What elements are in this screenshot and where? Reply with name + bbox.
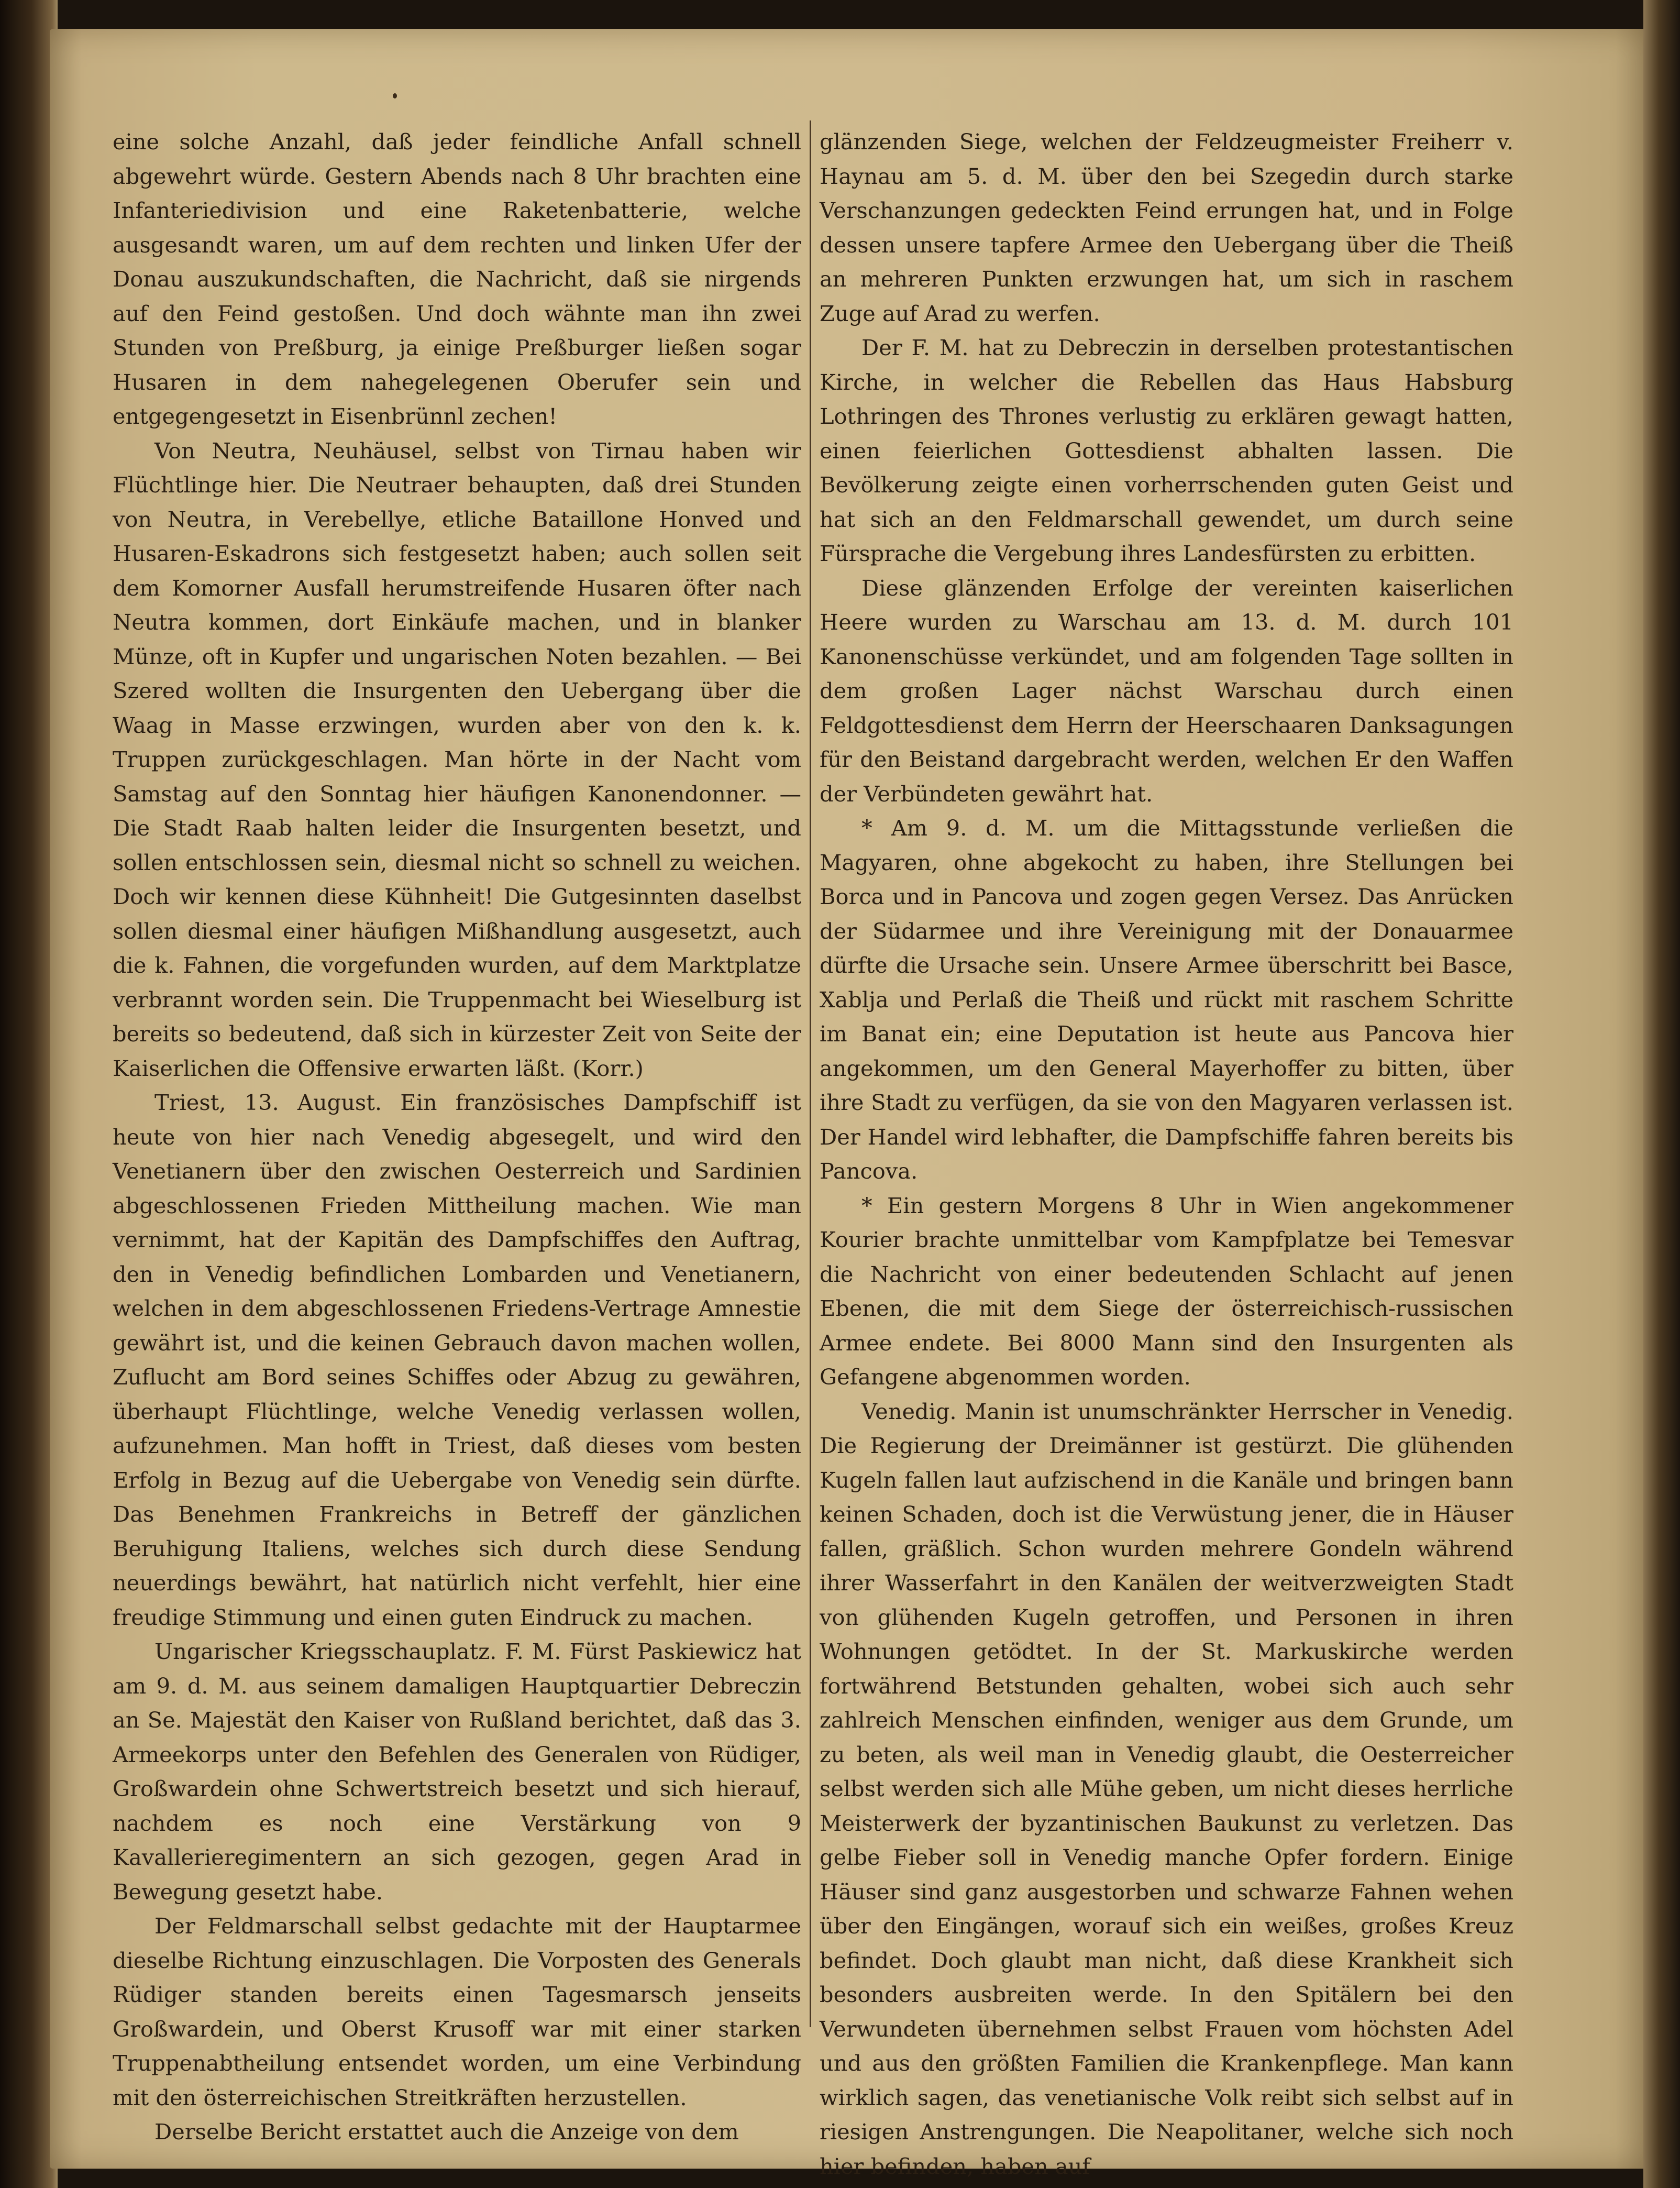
right-paragraph-4: * Am 9. d. M. um die Mittagsstunde verließen die Magyaren, ohne abgekocht zu haben, ihre Stellungen bei Borca und in Pancova und zogen gegen Versez. Das Anrücken der Südarmee und ihre Vereinigung mit der Donauarmee dürfte die Ursache sein. Unsere Armee überschritt bei Basce, Xablja und Perlaß die Theiß und rückt mit raschem Schritte im Banat ein; eine Deputation ist heute aus Pancova hier angekommen, um den General Mayerhoffer zu bitten, über ihre Stadt zu verfügen, da sie von den Magyaren verlassen ist. Der Handel wird lebhafter, die Dampfschiffe fahren bereits bis Pancova. — [820, 815, 1513, 1184]
right-paragraph-venedig: Venedig. Manin ist unumschränkter Herrscher in Venedig. Die Regierung der Dreimänner ist gestürzt. Die glühenden Kugeln fallen laut aufzischend in die Kanäle und bringen bann keinen Schaden, doch ist die Verwüstung jener, die in Häuser fallen, gräßlich. Schon wurden mehrere Gondeln während ihrer Wasserfahrt in den Kanälen der weitverzweigten Stadt von glühenden Kugeln getroffen, und Personen in ihren Wohnungen getödtet. In der St. Markuskirche werden fortwährend Betstunden gehalten, wobei sich auch sehr zahlreich Menschen einfinden, weniger aus dem Grunde, um zu beten, als weil man in Venedig glaubt, die Oesterreicher selbst werden sich alle Mühe geben, um nicht dieses herrliche Meisterwerk der byzantinischen Baukunst zu verletzen. Das gelbe Fieber soll in Venedig manche Opfer fordern. Einige Häuser sind ganz ausgestorben und schwarze Fahnen wehen über den Eingängen, worauf sich ein weißes, großes Kreuz befindet. Doch glaubt man nicht, daß diese Krankheit sich besonders ausbreiten werde. In den Spitälern bei den Verwundeten übernehmen selbst Frauen vom höchsten Adel und aus den größten Familien die Krankenpflege. Man kann wirklich sagen, das venetianische Volk reibt sich selbst auf in riesigen Anstrengungen. Die Neapolitaner, welche sich noch hier befinden, haben auf — [820, 1398, 1513, 2179]
left-paragraph-5: Der Feldmarschall selbst gedachte mit der Hauptarmee dieselbe Richtung einzuschlagen. Die Vorposten des Generals Rüdiger standen bereits einen Tagesmarsch jenseits Großwardein, und Oberst Krusoff war mit einer starken Truppenabtheilung entsendet worden, um eine Verbindung mit den österreichischen Streitkräften herzustellen. — [113, 1913, 801, 2110]
right-column — [820, 125, 1513, 2183]
left-paragraph-6: Derselbe Bericht erstattet auch die Anzeige von dem — [154, 2119, 739, 2145]
page-edge — [1643, 0, 1680, 2188]
left-paragraph-1: eine solche Anzahl, daß jeder feindliche Anfall schnell abgewehrt würde. Gestern Abends nach 8 Uhr brachten eine Infanteriedivision und eine Raketenbatterie, welche ausgesandt waren, um auf dem rechten und linken Ufer der Donau auszukundschaften, die Nachricht, daß sie nirgends auf den Feind gestoßen. Und doch wähnte man ihn zwei Stunden von Preßburg, ja einige Preßburger ließen sogar Husaren in dem nahegelegenen Oberufer sein und entgegengesetzt in Eisenbrünnl zechen! — [113, 129, 801, 429]
column-divider — [810, 120, 811, 2027]
right-paragraph-1: glänzenden Siege, welchen der Feldzeugmeister Freiherr v. Haynau am 5. d. M. über den bei Szegedin durch starke Verschanzungen gedeckten Feind errungen hat, und in Folge dessen unsere tapfere Armee den Uebergang über die Theiß an mehreren Punkten erzwungen hat, um sich in raschem Zuge auf Arad zu werfen. — [820, 129, 1513, 326]
right-paragraph-3: Diese glänzenden Erfolge der vereinten kaiserlichen Heere wurden zu Warschau am 13. d. M. durch 101 Kanonenschüsse verkündet, und am folgenden Tage sollten in dem großen Lager nächst Warschau durch einen Feldgottesdienst dem Herrn der Heerschaaren Danksagungen für den Beistand dargebracht werden, welchen Er den Waffen der Verbündeten gewährt hat. — [820, 575, 1513, 807]
right-paragraph-5: * Ein gestern Morgens 8 Uhr in Wien angekommener Kourier brachte unmittelbar vom Kampfplatze bei Temesvar die Nachricht von einer bedeutenden Schlacht auf jenen Ebenen, die mit dem Siege der österreichisch-russischen Armee endete. Bei 8000 Mann sind den Insurgenten als Gefangene abgenommen worden. — [820, 1192, 1513, 1390]
ink-speck — [393, 93, 397, 98]
book-spine — [0, 0, 58, 2188]
left-paragraph-2: Von Neutra, Neuhäusel, selbst von Tirnau haben wir Flüchtlinge hier. Die Neutraer behaupten, daß drei Stunden von Neutra, in Verebellye, etliche Bataillone Honved und Husaren-Eskadrons sich festgesetzt haben; auch sollen seit dem Komorner Ausfall herumstreifende Husaren öfter nach Neutra kommen, dort Einkäufe machen, und in blanker Münze, oft in Kupfer und ungarischen Noten bezahlen. — Bei Szered wollten die Insurgenten den Uebergang über die Waag in Masse erzwingen, wurden aber von den k. k. Truppen zurückgeschlagen. Man hörte in der Nacht vom Samstag auf den Sonntag hier häufigen Kanonendonner. — Die Stadt Raab halten leider die Insurgenten besetzt, und sollen entschlossen sein, diesmal nicht so schnell zu weichen. Doch wir kennen diese Kühnheit! Die Gutgesinnten daselbst sollen diesmal einer häufigen Mißhandlung ausgesetzt, auch die k. Fahnen, die vorgefunden wurden, auf dem Marktplatze verbrannt worden sein. Die Truppenmacht bei Wieselburg ist bereits so bedeutend, daß sich in kürzester Zeit von Seite der Kaiserlichen die Offensive erwarten läßt. (Korr.) — [113, 437, 801, 1081]
right-paragraph-2: Der F. M. hat zu Debreczin in derselben protestantischen Kirche, in welcher die Rebellen das Haus Habsburg Lothringen des Thrones verlustig zu erklären gewagt hatten, einen feierlichen Gottesdienst abhalten lassen. Die Bevölkerung zeigte einen vorherrschenden guten Geist und hat sich an den Feldmarschall gewendet, um durch seine Fürsprache die Vergebung ihres Landesfürsten zu erbitten. — [820, 335, 1513, 566]
left-paragraph-kriegsschauplatz: Ungarischer Kriegsschauplatz. F. M. Fürst Paskiewicz hat am 9. d. M. aus seinem damaligen Hauptquartier Debreczin an Se. Majestät den Kaiser von Rußland berichtet, daß das 3. Armeekorps unter den Befehlen des Generalen von Rüdiger, Großwardein ohne Schwertstreich besetzt und sich hierauf, nachdem es noch eine Verstärkung von 9 Kavallerieregimentern an sich gezogen, gegen Arad in Bewegung gesetzt habe. — [113, 1639, 801, 1905]
left-paragraph-triest: Triest, 13. August. Ein französisches Dampfschiff ist heute von hier nach Venedig abgesegelt, und wird den Venetianern über den zwischen Oesterreich und Sardinien abgeschlossenen Frieden Mittheilung machen. Wie man vernimmt, hat der Kapitän des Dampfschiffes den Auftrag, den in Venedig befindlichen Lombarden und Venetianern, welchen in dem abgeschlossenen Friedens-Vertrage Amnestie gewährt ist, und die keinen Gebrauch davon machen wollen, Zuflucht am Bord seines Schiffes oder Abzug zu gewähren, überhaupt Flüchtlinge, welche Venedig verlassen wollen, aufzunehmen. Man hofft in Triest, daß dieses vom besten Erfolg in Bezug auf die Uebergabe von Venedig sein dürfte. Das Benehmen Frankreichs in Betreff der gänzlichen Beruhigung Italiens, welches sich durch diese Sendung neuerdings bewährt, hat natürlich nicht verfehlt, hier eine freudige Stimmung und einen guten Eindruck zu machen. — [113, 1090, 801, 1630]
left-column — [113, 125, 801, 2149]
